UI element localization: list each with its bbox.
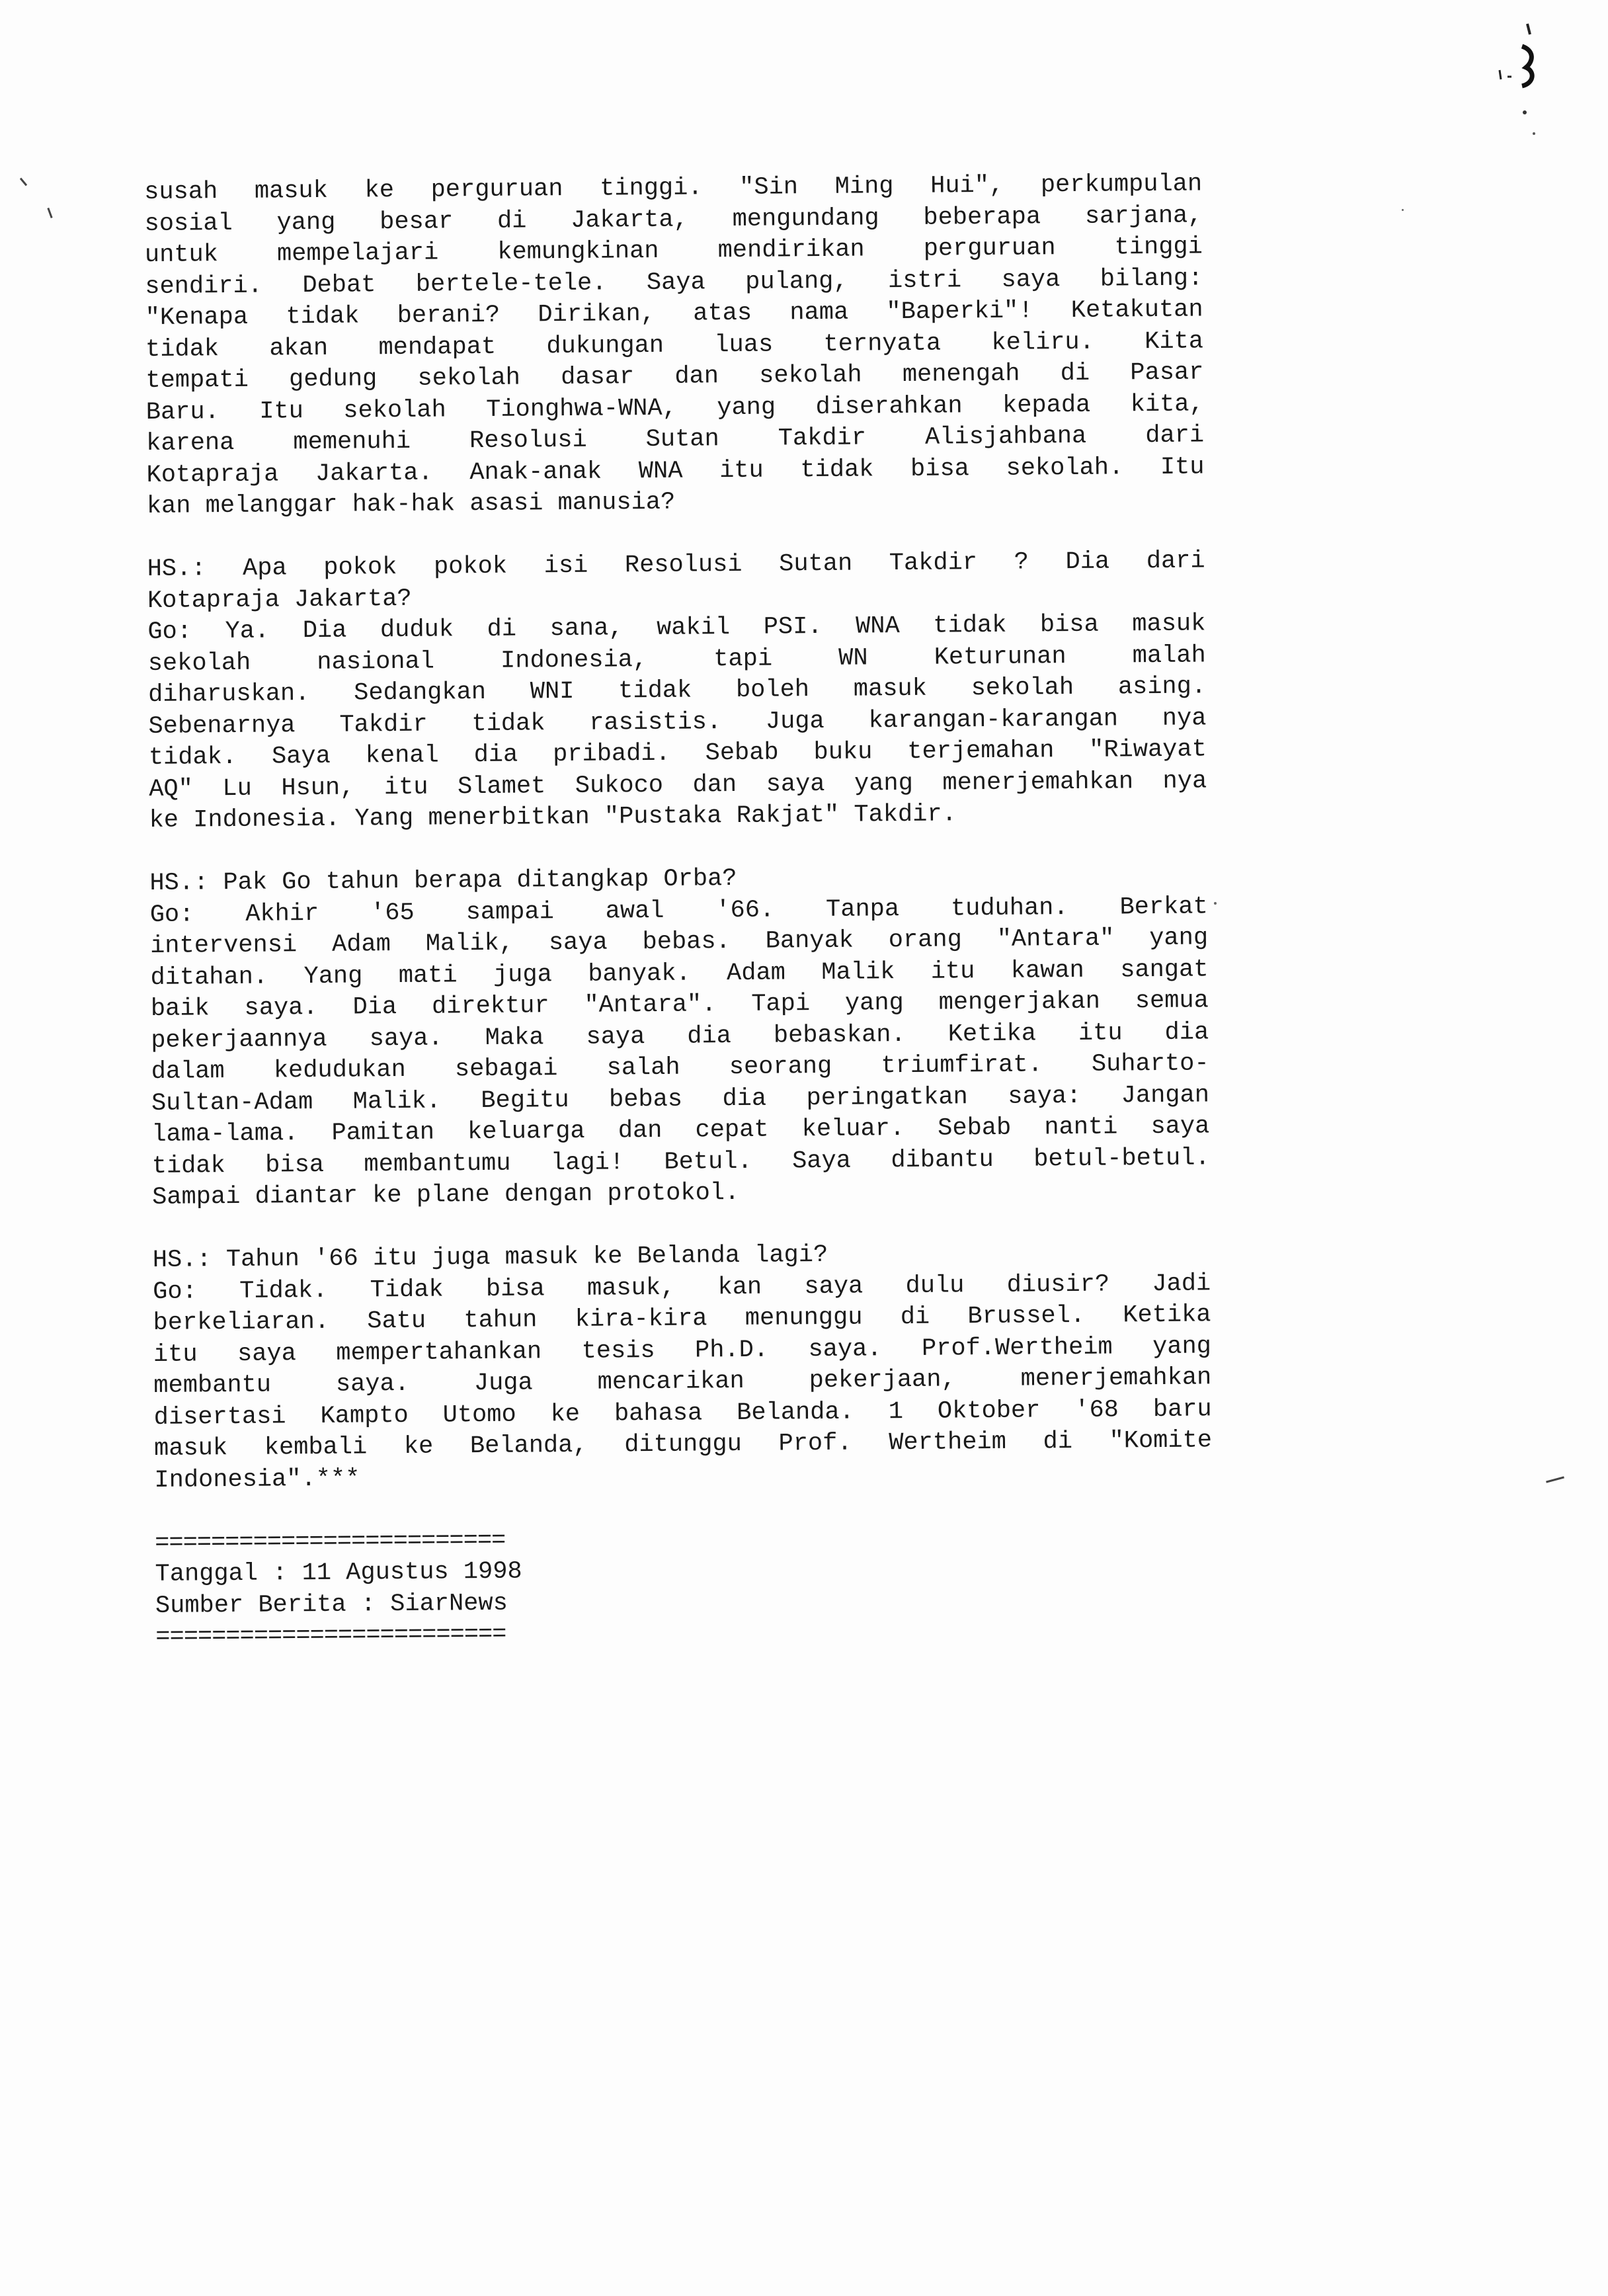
scan-mark-right bbox=[1546, 1476, 1564, 1483]
text-line: ditahan. Yang mati juga banyak. Adam Malik itu kawan sangat bbox=[150, 955, 1209, 992]
text-line: baik saya. Dia direktur "Antara". Tapi yang mengerjakan semua bbox=[150, 987, 1209, 1023]
scan-speck bbox=[1214, 902, 1217, 905]
text-line: Go: Tidak. Tidak bisa masuk, kan saya dulu diusir? Jadi bbox=[153, 1269, 1211, 1306]
separator-rule-bottom: ========================= bbox=[155, 1620, 506, 1651]
text-line: AQ" Lu Hsun, itu Slamet Sukoco dan saya yang menerjemahkan nya bbox=[149, 766, 1207, 803]
text-line: itu saya mempertahankan tesis Ph.D. saya. Prof.Wertheim yang bbox=[153, 1332, 1212, 1369]
text-line: tidak akan mendapat dukungan luas ternyata keliru. Kita bbox=[145, 327, 1204, 364]
text-line: Indonesia".*** bbox=[154, 1464, 360, 1495]
text-line: masuk kembali ke Belanda, ditunggu Prof. Wertheim di "Komite bbox=[153, 1426, 1213, 1463]
text-line: disertasi Kampto Utomo ke bahasa Belanda. 1 Oktober '68 baru bbox=[153, 1395, 1212, 1432]
text-line: Kotapraja Jakarta. Anak-anak WNA itu tidak bisa sekolah. Itu bbox=[146, 452, 1205, 489]
scan-speck bbox=[1402, 209, 1404, 211]
scan-mark-left-2 bbox=[47, 208, 52, 218]
source-line: Sumber Berita : SiarNews bbox=[155, 1589, 508, 1620]
text-line: susah masuk ke perguruan tinggi. "Sin Ming Hui", perkumpulan bbox=[144, 170, 1203, 206]
text-line: ke Indonesia. Yang menerbitkan "Pustaka Rakjat" Takdir. bbox=[149, 800, 957, 835]
text-line: Sampai diantar ke plane dengan protokol. bbox=[151, 1178, 740, 1211]
text-line: karena memenuhi Resolusi Sutan Takdir Alisjahbana dari bbox=[146, 421, 1205, 458]
text-line: pekerjaannya saya. Maka saya dia bebaskan. Ketika itu dia bbox=[151, 1018, 1209, 1055]
text-line: Go: Akhir '65 sampai awal '66. Tanpa tuduhan. Berkat bbox=[149, 892, 1208, 929]
text-line: membantu saya. Juga mencarikan pekerjaan, menerjemahkan bbox=[153, 1364, 1212, 1400]
text-line: tempati gedung sekolah dasar dan sekolah menengah di Pasar bbox=[145, 358, 1204, 395]
text-line: berkeliaran. Satu tahun kira-kira menunggu di Brussel. Ketika bbox=[153, 1301, 1211, 1337]
text-line: untuk mempelajari kemungkinan mendirikan perguruan tinggi bbox=[144, 233, 1203, 269]
scan-mark-left bbox=[20, 178, 27, 186]
text-line: Baru. Itu sekolah Tionghwa-WNA, yang diserahkan kepada kita, bbox=[145, 390, 1204, 427]
text-line: HS.: Apa pokok pokok isi Resolusi Sutan Takdir ? Dia dari bbox=[147, 547, 1205, 583]
text-line: Sebenarnya Takdir tidak rasistis. Juga karangan-karangan nya bbox=[148, 704, 1207, 741]
text-line: sendiri. Debat bertele-tele. Saya pulang, istri saya bilang: bbox=[145, 264, 1203, 301]
source-block bbox=[155, 1520, 1213, 1654]
qa-section-2 bbox=[149, 860, 1210, 1213]
text-line: Go: Ya. Dia duduk di sana, wakil PSI. WNA tidak bisa masuk bbox=[147, 610, 1206, 646]
text-line: dalam kedudukan sebagai salah seorang triumfirat. Suharto- bbox=[151, 1049, 1209, 1086]
date-line: Tanggal : 11 Agustus 1998 bbox=[155, 1557, 522, 1588]
text-line: HS.: Pak Go tahun berapa ditangkap Orba? bbox=[149, 864, 737, 897]
text-line: sosial yang besar di Jakarta, mengundang beberapa sarjana, bbox=[144, 201, 1203, 238]
text-line: lama-lama. Pamitan keluarga dan cepat keluar. Sebab nanti saya bbox=[151, 1112, 1210, 1149]
qa-section-3 bbox=[153, 1237, 1213, 1496]
text-line: sekolah nasional Indonesia, tapi WN Keturunan malah bbox=[147, 641, 1206, 678]
text-line: intervensi Adam Malik, saya bebas. Banyak orang "Antara" yang bbox=[149, 924, 1209, 960]
document-body bbox=[144, 169, 1213, 1653]
text-line: kan melanggar hak-hak asasi manusia? bbox=[146, 488, 676, 520]
qa-section-1 bbox=[147, 546, 1207, 837]
text-line: "Kenapa tidak berani? Dirikan, atas nama "Baperki"! Ketakutan bbox=[145, 296, 1203, 332]
text-line: tidak bisa membantumu lagi! Betul. Saya dibantu betul-betul. bbox=[151, 1143, 1210, 1180]
text-line: Kotapraja Jakarta? bbox=[147, 585, 412, 615]
handwritten-page-number bbox=[1496, 20, 1548, 139]
separator-rule-top: ========================= bbox=[155, 1526, 506, 1557]
intro-paragraph bbox=[144, 169, 1205, 522]
text-line: diharuskan. Sedangkan WNI tidak boleh masuk sekolah asing. bbox=[147, 673, 1207, 709]
text-line: tidak. Saya kenal dia pribadi. Sebab buku terjemahan "Riwayat bbox=[148, 735, 1207, 772]
text-line: Sultan-Adam Malik. Begitu bebas dia peringatkan saya: Jangan bbox=[151, 1081, 1210, 1118]
text-line: HS.: Tahun '66 itu juga masuk ke Belanda lagi? bbox=[152, 1241, 828, 1274]
